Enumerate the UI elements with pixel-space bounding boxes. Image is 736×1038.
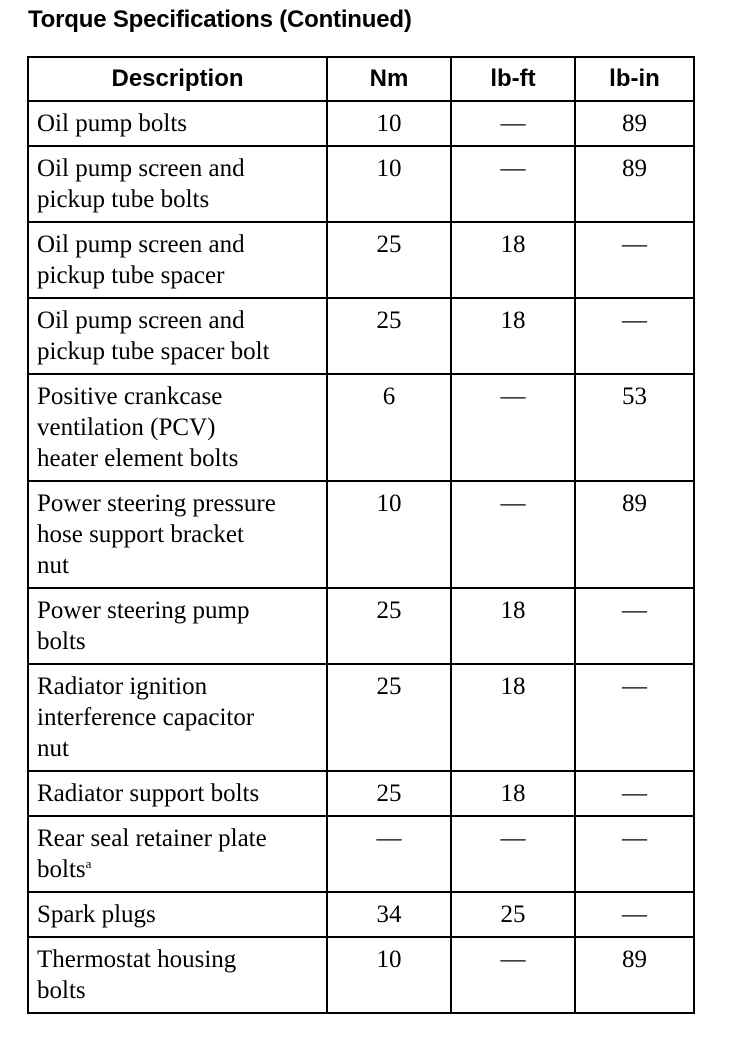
description-cell — [28, 892, 327, 937]
table-row — [28, 222, 694, 298]
lbin-cell: 89 — [575, 146, 694, 222]
lbft-cell: 25 — [451, 892, 575, 937]
description-cell — [28, 937, 327, 1013]
description-text: Radiator support bolts — [37, 780, 260, 807]
nm-cell: 25 — [327, 222, 451, 298]
lbin-cell: — — [575, 222, 694, 298]
description-cell — [28, 222, 327, 298]
table-row — [28, 298, 694, 374]
nm-cell: 10 — [327, 937, 451, 1013]
description-text: Oil pump screen and pickup tube spacer — [37, 231, 245, 289]
column-header-nm: Nm — [327, 57, 451, 101]
table-row — [28, 771, 694, 816]
footnote-marker: a — [85, 856, 92, 871]
column-header-lbft: lb-ft — [451, 57, 575, 101]
lbft-cell: — — [451, 101, 575, 146]
lbin-cell: — — [575, 816, 694, 892]
nm-cell: 25 — [327, 588, 451, 664]
lbft-cell: — — [451, 481, 575, 588]
lbft-cell: 18 — [451, 298, 575, 374]
page-title: Torque Specifications (Continued) — [28, 6, 412, 33]
nm-cell: 34 — [327, 892, 451, 937]
description-text: Power steering pressure hose support bracket nut — [37, 490, 276, 579]
lbft-cell: — — [451, 146, 575, 222]
description-text: Thermostat housing bolts — [37, 946, 237, 1004]
torque-spec-table — [27, 56, 695, 1014]
table-row — [28, 374, 694, 481]
lbin-cell: — — [575, 298, 694, 374]
lbft-cell: — — [451, 374, 575, 481]
table-row — [28, 816, 694, 892]
description-cell — [28, 816, 327, 892]
nm-cell: 10 — [327, 481, 451, 588]
lbft-cell: 18 — [451, 588, 575, 664]
table-row — [28, 588, 694, 664]
lbin-cell: 89 — [575, 481, 694, 588]
description-text: Rear seal retainer plate bolts — [37, 825, 267, 883]
lbin-cell: 89 — [575, 937, 694, 1013]
lbin-cell: — — [575, 588, 694, 664]
description-cell — [28, 771, 327, 816]
description-text: Power steering pump bolts — [37, 597, 250, 655]
table-row — [28, 101, 694, 146]
nm-cell: 10 — [327, 101, 451, 146]
lbft-cell: — — [451, 937, 575, 1013]
description-text: Radiator ignition interference capacitor nut — [37, 673, 255, 762]
description-text: Oil pump screen and pickup tube bolts — [37, 155, 245, 213]
nm-cell: 6 — [327, 374, 451, 481]
nm-cell: — — [327, 816, 451, 892]
nm-cell: 25 — [327, 664, 451, 771]
description-cell — [28, 664, 327, 771]
description-text: Spark plugs — [37, 901, 156, 928]
lbin-cell: — — [575, 664, 694, 771]
header-row — [28, 57, 694, 101]
lbin-cell: 53 — [575, 374, 694, 481]
description-cell — [28, 588, 327, 664]
lbin-cell: 89 — [575, 101, 694, 146]
table-row — [28, 664, 694, 771]
nm-cell: 25 — [327, 771, 451, 816]
description-cell — [28, 298, 327, 374]
description-cell — [28, 481, 327, 588]
lbin-cell: — — [575, 771, 694, 816]
description-cell — [28, 101, 327, 146]
column-header-description: Description — [28, 57, 327, 101]
table-row — [28, 892, 694, 937]
lbft-cell: 18 — [451, 771, 575, 816]
description-text: Oil pump bolts — [37, 110, 188, 137]
description-cell — [28, 146, 327, 222]
lbft-cell: — — [451, 816, 575, 892]
table-row — [28, 481, 694, 588]
nm-cell: 25 — [327, 298, 451, 374]
table-row — [28, 146, 694, 222]
nm-cell: 10 — [327, 146, 451, 222]
description-cell — [28, 374, 327, 481]
lbin-cell: — — [575, 892, 694, 937]
table-row — [28, 937, 694, 1013]
description-text: Oil pump screen and pickup tube spacer bolt — [37, 307, 270, 365]
lbft-cell: 18 — [451, 222, 575, 298]
lbft-cell: 18 — [451, 664, 575, 771]
description-text: Positive crankcase ventilation (PCV) heater element bolts — [37, 383, 239, 472]
column-header-lbin: lb-in — [575, 57, 694, 101]
